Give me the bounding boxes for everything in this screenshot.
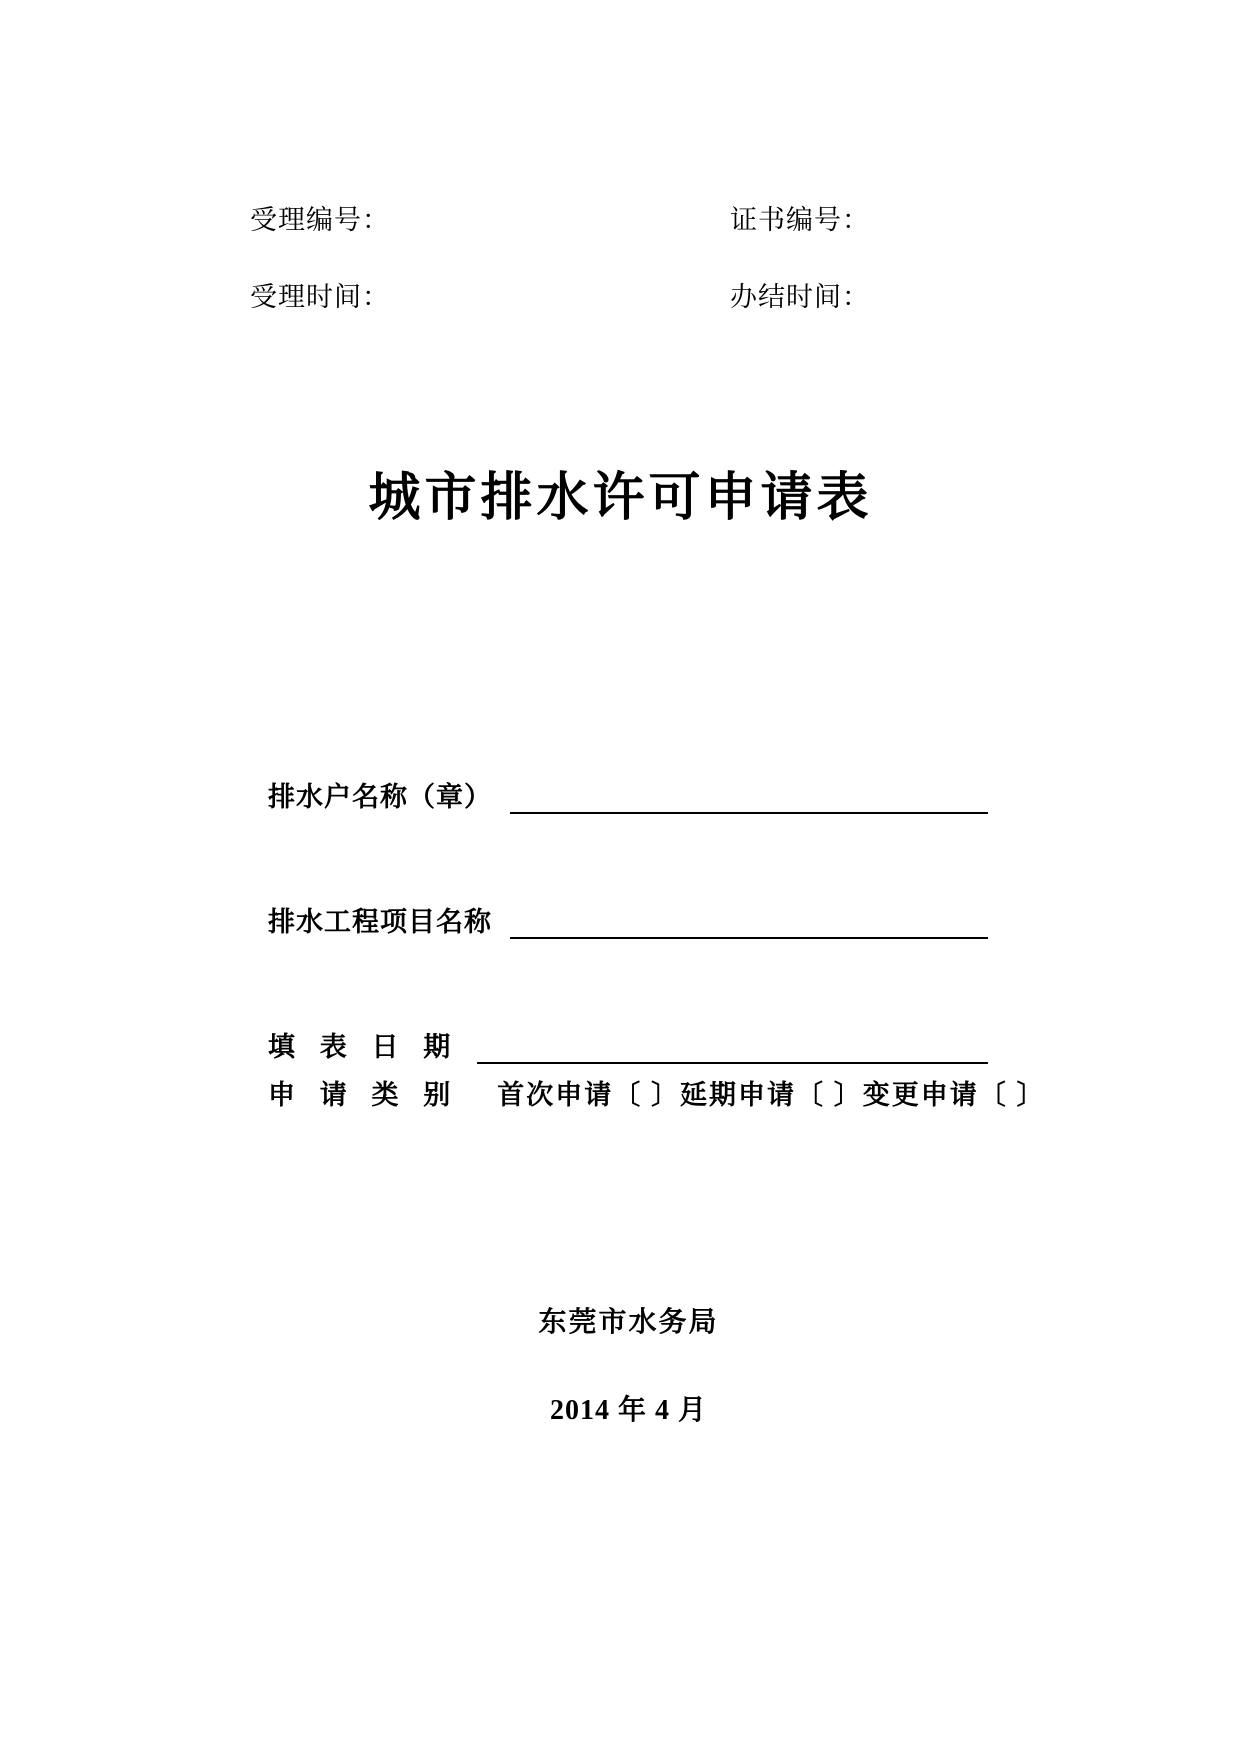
document-footer [0, 1300, 1241, 1428]
form-fields [268, 775, 988, 1064]
apply-type-options[interactable]: 首次申请〔 〕延期申请〔 〕变更申请〔 〕 [497, 1080, 1046, 1110]
intake-time-label: 受理时间： [250, 282, 390, 312]
intake-number-label: 受理编号： [250, 205, 390, 235]
discharger-name-input[interactable] [510, 786, 988, 814]
issuing-organization: 东莞市水务局 [538, 1307, 719, 1338]
fill-date-input[interactable] [477, 1036, 988, 1064]
fill-date-label: 填 表 日 期 [268, 1032, 460, 1062]
header-row-intake [250, 198, 1010, 237]
project-name-input[interactable] [510, 911, 988, 939]
header-fields [250, 198, 1010, 352]
header-row-time [250, 275, 1010, 314]
completion-time-label: 办结时间： [730, 282, 870, 312]
field-apply-type [268, 1073, 1046, 1112]
field-project-name [268, 900, 988, 939]
certificate-number-label: 证书编号： [730, 205, 870, 235]
field-discharger-name [268, 775, 988, 814]
discharger-name-label: 排水户名称（章） [268, 782, 492, 812]
field-fill-date [268, 1025, 988, 1064]
page-title: 城市排水许可申请表 [368, 470, 873, 527]
issue-date: 2014 年 4 月 [549, 1395, 707, 1426]
apply-type-label: 申 请 类 别 [268, 1080, 460, 1110]
project-name-label: 排水工程项目名称 [268, 907, 492, 937]
